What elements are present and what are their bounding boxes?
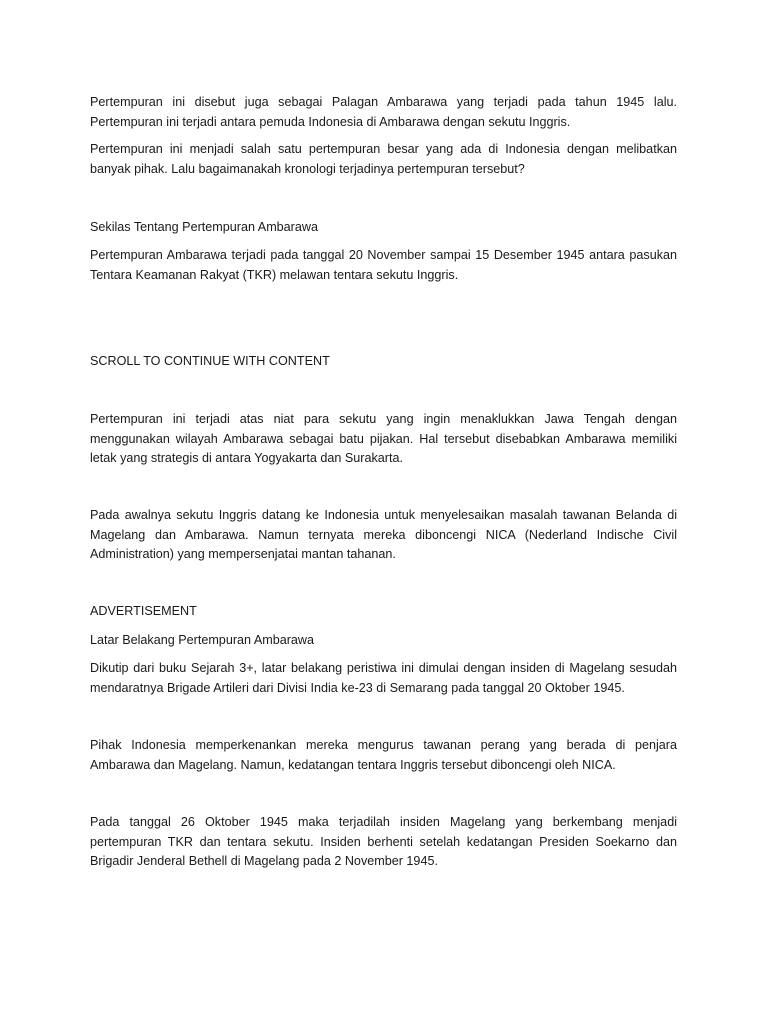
heading-text: Latar Belakang Pertempuran Ambarawa	[90, 633, 315, 647]
section-heading-overview	[90, 218, 677, 238]
paragraph-background	[90, 659, 677, 698]
scroll-notice	[90, 352, 677, 372]
paragraph-intro	[90, 93, 677, 132]
advertisement-text: ADVERTISEMENT	[90, 604, 197, 618]
paragraph-allied-intent	[90, 410, 677, 469]
paragraph-battle-significance	[90, 140, 677, 179]
paragraph-text: Pertempuran ini terjadi atas niat para sekutu yang ingin menaklukkan Jawa Tengah dengan menggunakan wilayah Ambarawa sebagai batu pijakan. Hal tersebut disebabkan Ambarawa memiliki letak yang strategis di antara Yogyakarta dan Surakarta.	[90, 412, 677, 465]
paragraph-text: Dikutip dari buku Sejarah 3+, latar belakang peristiwa ini dimulai dengan insiden di Magelang sesudah mendaratnya Brigade Artileri dari Divisi India ke-23 di Semarang pada tanggal 20 Oktober 1945.	[90, 661, 677, 695]
paragraph-text: Pertempuran Ambarawa terjadi pada tanggal 20 November sampai 15 Desember 1945 antara pasukan Tentara Keamanan Rakyat (TKR) melawan tentara sekutu Inggris.	[90, 248, 677, 282]
section-heading-background	[90, 631, 677, 651]
paragraph-text: Pihak Indonesia memperkenankan mereka mengurus tawanan perang yang berada di penjara Ambarawa dan Magelang. Namun, kedatangan tentara Inggris tersebut diboncengi oleh NICA.	[90, 738, 677, 772]
paragraph-allied-arrival	[90, 506, 677, 565]
paragraph-text: Pada awalnya sekutu Inggris datang ke Indonesia untuk menyelesaikan masalah tawanan Belanda di Magelang dan Ambarawa. Namun ternyata mereka diboncengi NICA (Nederland Indische Civil Administration) yang mempersenjatai mantan tahanan.	[90, 508, 677, 561]
paragraph-indonesian-permission	[90, 736, 677, 775]
paragraph-text: Pada tanggal 26 Oktober 1945 maka terjadilah insiden Magelang yang berkembang menjadi pertempuran TKR dan tentara sekutu. Insiden berhenti setelah kedatangan Presiden Soekarno dan Brigadir Jenderal Bethell di Magelang pada 2 November 1945.	[90, 815, 677, 868]
paragraph-text: Pertempuran ini menjadi salah satu pertempuran besar yang ada di Indonesia dengan melibatkan banyak pihak. Lalu bagaimanakah kronologi terjadinya pertempuran tersebut?	[90, 142, 677, 176]
paragraph-magelang-incident	[90, 813, 677, 872]
advertisement-label	[90, 602, 677, 622]
paragraph-text: Pertempuran ini disebut juga sebagai Palagan Ambarawa yang terjadi pada tahun 1945 lalu. Pertempuran ini terjadi antara pemuda Indonesia di Ambarawa dengan sekutu Inggris.	[90, 95, 677, 129]
paragraph-battle-dates	[90, 246, 677, 285]
heading-text: Sekilas Tentang Pertempuran Ambarawa	[90, 220, 318, 234]
notice-text: SCROLL TO CONTINUE WITH CONTENT	[90, 354, 330, 368]
